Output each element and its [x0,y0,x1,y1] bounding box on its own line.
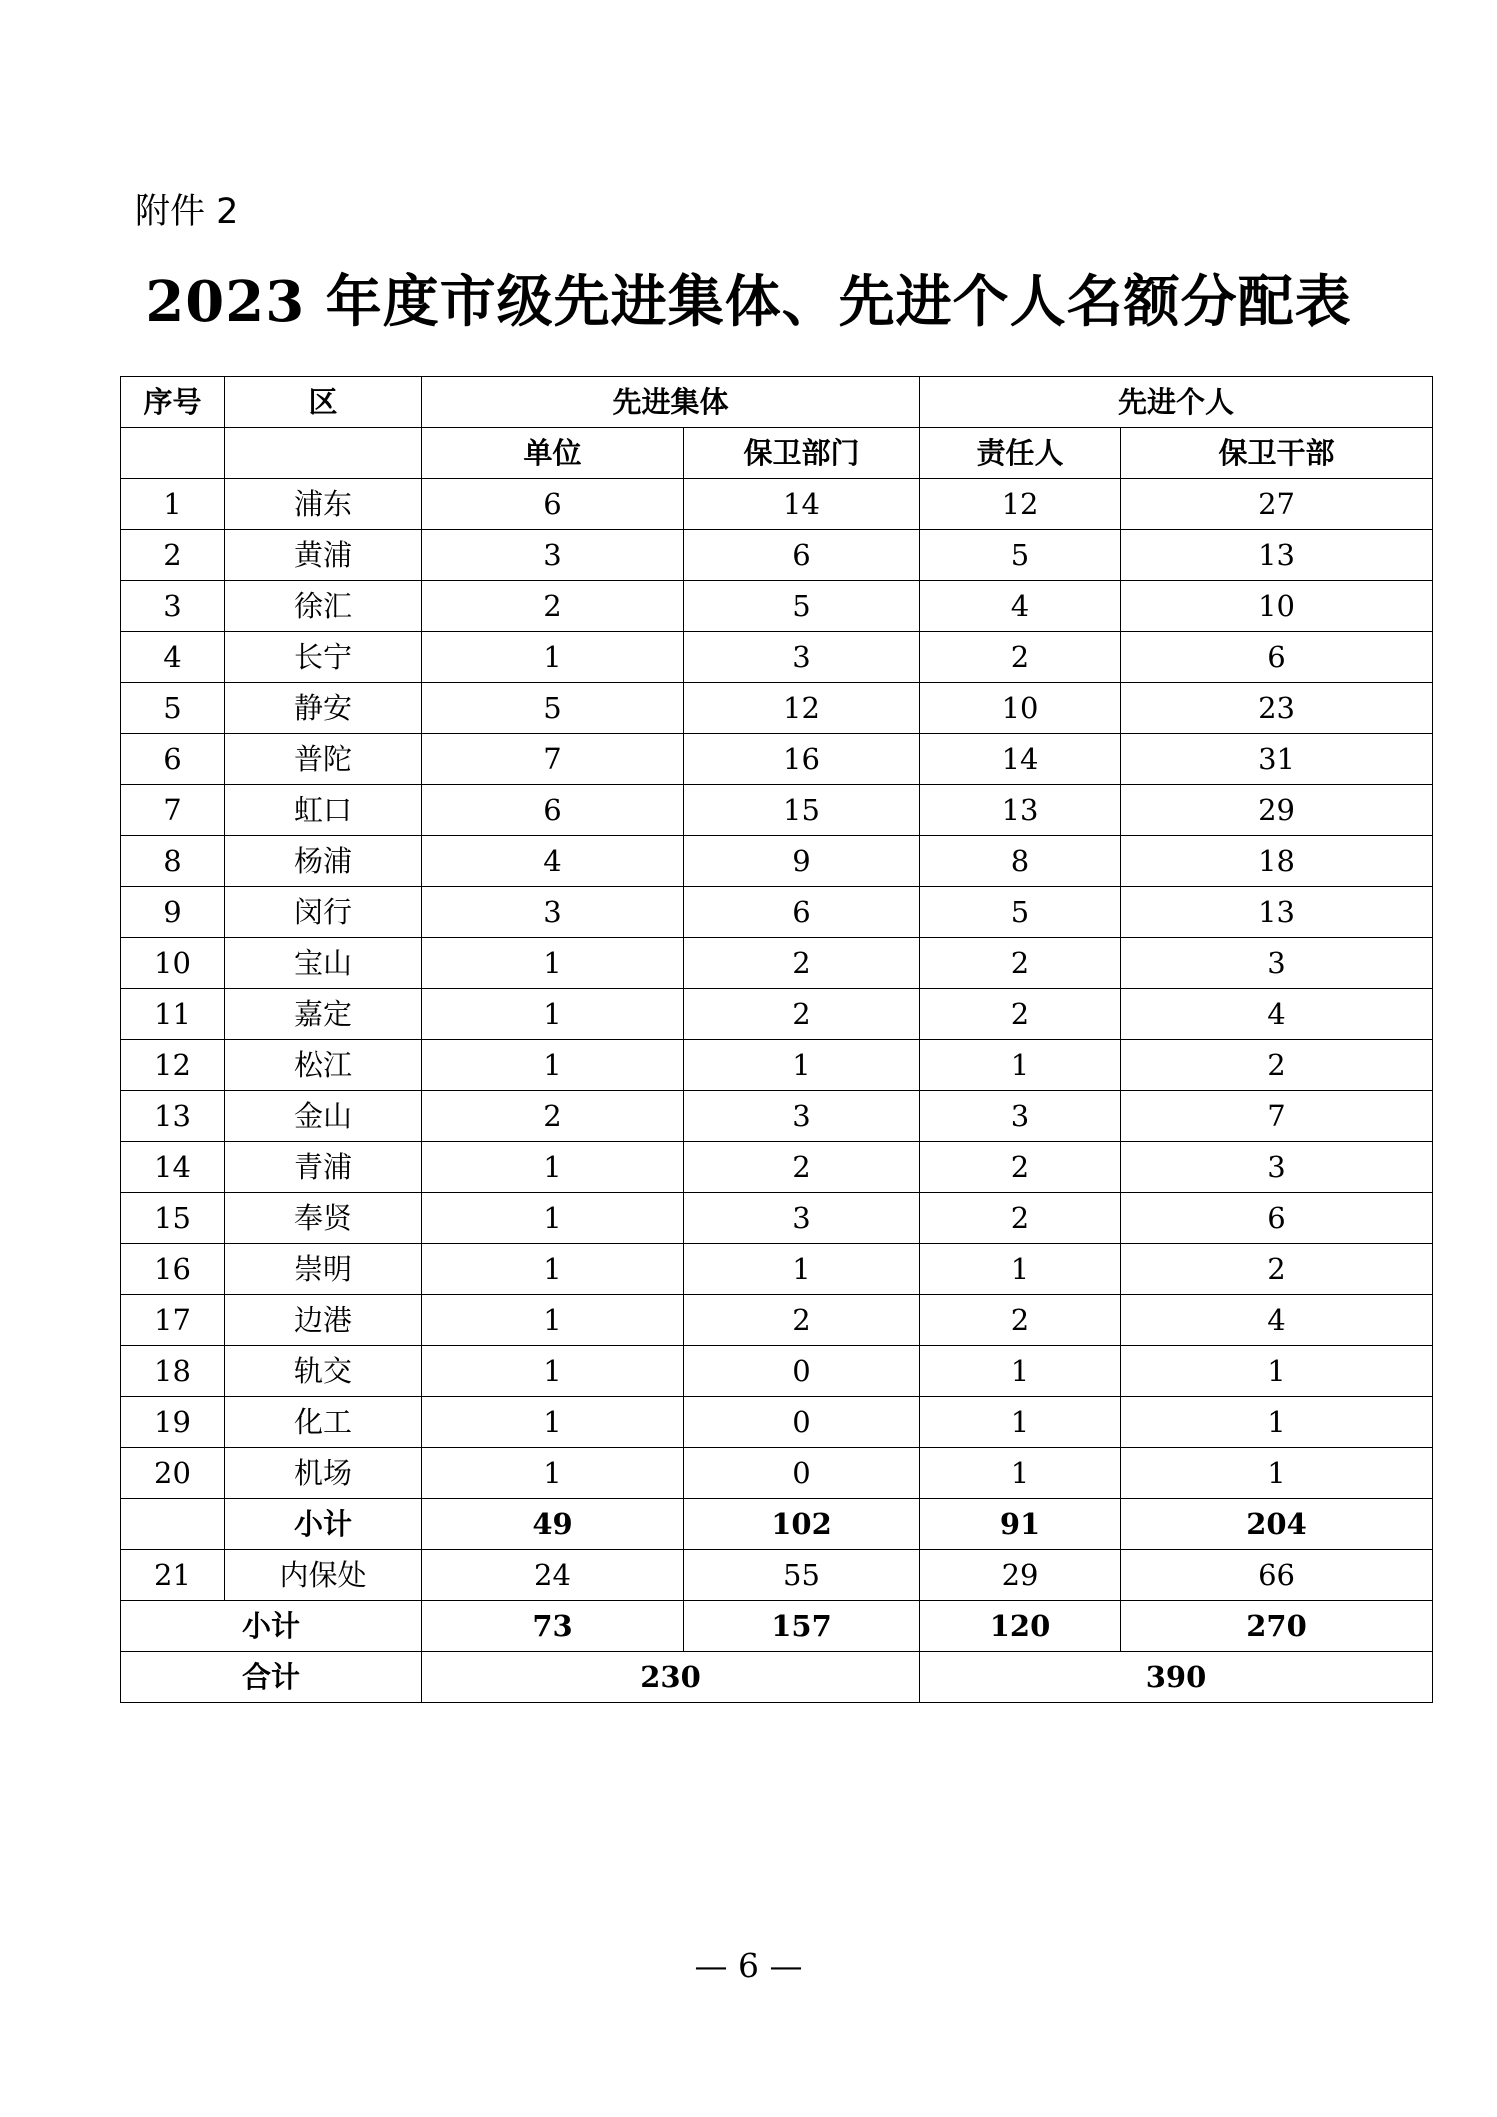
cell-responsible-person: 5 [920,530,1121,581]
cell-index: 8 [121,836,225,887]
cell-unit: 2 [422,581,684,632]
cell-security-dept: 1 [684,1244,920,1295]
cell-security-dept: 15 [684,785,920,836]
cell-index: 18 [121,1346,225,1397]
cell-index: 7 [121,785,225,836]
table-row [121,581,1433,632]
cell-security-dept: 157 [684,1601,920,1652]
cell-district: 崇明 [225,1244,422,1295]
table-row [121,1448,1433,1499]
cell-unit: 1 [422,1295,684,1346]
cell-index: 21 [121,1550,225,1601]
table-row [121,1346,1433,1397]
table-row [121,887,1433,938]
cell-security-dept: 5 [684,581,920,632]
cell-security-cadre: 270 [1121,1601,1433,1652]
cell-empty [121,1499,225,1550]
table-row [121,785,1433,836]
cell-security-cadre: 3 [1121,938,1433,989]
cell-district: 机场 [225,1448,422,1499]
cell-index: 17 [121,1295,225,1346]
attachment-label: 附件 2 [135,192,239,232]
cell-district: 虹口 [225,785,422,836]
header-security-dept: 保卫部门 [684,428,920,479]
cell-index: 1 [121,479,225,530]
cell-unit: 1 [422,1397,684,1448]
cell-index: 5 [121,683,225,734]
cell-unit: 1 [422,1346,684,1397]
cell-unit: 2 [422,1091,684,1142]
cell-responsible-person: 13 [920,785,1121,836]
cell-district: 金山 [225,1091,422,1142]
cell-security-dept: 14 [684,479,920,530]
header-group-individual: 先进个人 [920,377,1433,428]
table-row [121,632,1433,683]
cell-unit: 49 [422,1499,684,1550]
cell-security-cadre: 2 [1121,1040,1433,1091]
cell-responsible-person: 2 [920,1295,1121,1346]
cell-district: 宝山 [225,938,422,989]
header-group-collective: 先进集体 [422,377,920,428]
cell-responsible-person: 1 [920,1448,1121,1499]
cell-index: 14 [121,1142,225,1193]
total-label: 合计 [121,1652,422,1703]
table-row [121,1040,1433,1091]
cell-security-dept: 2 [684,1142,920,1193]
cell-index: 11 [121,989,225,1040]
total-row [121,1652,1433,1703]
cell-district: 徐汇 [225,581,422,632]
cell-security-dept: 2 [684,1295,920,1346]
cell-responsible-person: 1 [920,1040,1121,1091]
cell-security-dept: 0 [684,1346,920,1397]
cell-responsible-person: 2 [920,938,1121,989]
quota-allocation-table [120,376,1433,1703]
cell-unit: 4 [422,836,684,887]
cell-security-dept: 2 [684,938,920,989]
cell-responsible-person: 91 [920,1499,1121,1550]
subtotal-label: 小计 [121,1601,422,1652]
cell-district: 黄浦 [225,530,422,581]
header-unit: 单位 [422,428,684,479]
document-title: 2023 年度市级先进集体、先进个人名额分配表 [145,269,1352,335]
header-index: 序号 [121,377,225,428]
cell-security-cadre: 7 [1121,1091,1433,1142]
cell-district: 边港 [225,1295,422,1346]
table-row [121,479,1433,530]
header-empty-cell [225,428,422,479]
cell-security-dept: 9 [684,836,920,887]
cell-responsible-person: 3 [920,1091,1121,1142]
cell-index: 20 [121,1448,225,1499]
cell-district: 普陀 [225,734,422,785]
cell-index: 6 [121,734,225,785]
cell-responsible-person: 1 [920,1346,1121,1397]
cell-index: 13 [121,1091,225,1142]
cell-security-dept: 12 [684,683,920,734]
cell-unit: 73 [422,1601,684,1652]
cell-security-cadre: 204 [1121,1499,1433,1550]
cell-security-cadre: 29 [1121,785,1433,836]
cell-responsible-person: 29 [920,1550,1121,1601]
cell-security-cadre: 3 [1121,1142,1433,1193]
cell-responsible-person: 1 [920,1244,1121,1295]
cell-security-cadre: 6 [1121,1193,1433,1244]
cell-security-dept: 102 [684,1499,920,1550]
cell-index: 19 [121,1397,225,1448]
cell-responsible-person: 10 [920,683,1121,734]
cell-security-dept: 0 [684,1397,920,1448]
cell-security-cadre: 27 [1121,479,1433,530]
cell-unit: 24 [422,1550,684,1601]
cell-responsible-person: 2 [920,1193,1121,1244]
table-row [121,1091,1433,1142]
cell-unit: 6 [422,785,684,836]
cell-unit: 1 [422,1142,684,1193]
table-row [121,683,1433,734]
cell-district: 浦东 [225,479,422,530]
cell-security-cadre: 2 [1121,1244,1433,1295]
cell-index: 16 [121,1244,225,1295]
cell-security-dept: 1 [684,1040,920,1091]
cell-index: 15 [121,1193,225,1244]
cell-district: 轨交 [225,1346,422,1397]
table-row [121,530,1433,581]
cell-index: 4 [121,632,225,683]
cell-security-cadre: 66 [1121,1550,1433,1601]
cell-index: 10 [121,938,225,989]
district-subtotal-row [121,1499,1433,1550]
table-row [121,1193,1433,1244]
cell-security-dept: 0 [684,1448,920,1499]
cell-unit: 7 [422,734,684,785]
cell-district: 青浦 [225,1142,422,1193]
cell-security-dept: 6 [684,530,920,581]
header-empty-cell [121,428,225,479]
cell-unit: 3 [422,530,684,581]
cell-security-cadre: 10 [1121,581,1433,632]
cell-responsible-person: 8 [920,836,1121,887]
cell-district: 内保处 [225,1550,422,1601]
cell-unit: 1 [422,989,684,1040]
cell-security-cadre: 31 [1121,734,1433,785]
cell-security-cadre: 1 [1121,1346,1433,1397]
cell-index: 12 [121,1040,225,1091]
cell-responsible-person: 2 [920,632,1121,683]
cell-unit: 5 [422,683,684,734]
cell-security-cadre: 6 [1121,632,1433,683]
cell-security-dept: 16 [684,734,920,785]
cell-district: 杨浦 [225,836,422,887]
header-row-1 [121,377,1433,428]
cell-unit: 1 [422,938,684,989]
cell-security-dept: 6 [684,887,920,938]
cell-district: 松江 [225,1040,422,1091]
cell-unit: 1 [422,1193,684,1244]
cell-security-cadre: 4 [1121,989,1433,1040]
header-responsible-person: 责任人 [920,428,1121,479]
cell-security-cadre: 13 [1121,530,1433,581]
table-row [121,1244,1433,1295]
cell-security-cadre: 13 [1121,887,1433,938]
cell-unit: 1 [422,1244,684,1295]
cell-security-cadre: 1 [1121,1448,1433,1499]
table-row [121,734,1433,785]
cell-district: 闵行 [225,887,422,938]
cell-index: 9 [121,887,225,938]
cell-security-cadre: 23 [1121,683,1433,734]
cell-unit: 6 [422,479,684,530]
cell-security-dept: 55 [684,1550,920,1601]
cell-security-cadre: 4 [1121,1295,1433,1346]
cell-unit: 1 [422,1448,684,1499]
cell-security-dept: 3 [684,632,920,683]
header-row-2 [121,428,1433,479]
table-row [121,989,1433,1040]
cell-security-cadre: 1 [1121,1397,1433,1448]
cell-security-dept: 2 [684,989,920,1040]
cell-responsible-person: 2 [920,989,1121,1040]
cell-responsible-person: 14 [920,734,1121,785]
cell-responsible-person: 2 [920,1142,1121,1193]
cell-security-dept: 3 [684,1193,920,1244]
cell-responsible-person: 4 [920,581,1121,632]
subtotal-row [121,1601,1433,1652]
cell-district: 化工 [225,1397,422,1448]
cell-security-dept: 3 [684,1091,920,1142]
cell-unit: 1 [422,1040,684,1091]
cell-responsible-person: 5 [920,887,1121,938]
cell-responsible-person: 12 [920,479,1121,530]
total-individual: 390 [920,1652,1433,1703]
cell-district: 长宁 [225,632,422,683]
header-district: 区 [225,377,422,428]
header-security-cadre: 保卫干部 [1121,428,1433,479]
cell-index: 2 [121,530,225,581]
table-row [121,938,1433,989]
cell-index: 3 [121,581,225,632]
table-row [121,1397,1433,1448]
internal-security-row [121,1550,1433,1601]
cell-district: 静安 [225,683,422,734]
cell-unit: 3 [422,887,684,938]
cell-responsible-person: 1 [920,1397,1121,1448]
table-row [121,836,1433,887]
page-number: — 6 — [694,1946,803,1985]
table-row [121,1142,1433,1193]
cell-district: 奉贤 [225,1193,422,1244]
cell-security-cadre: 18 [1121,836,1433,887]
district-subtotal-label: 小计 [225,1499,422,1550]
cell-responsible-person: 120 [920,1601,1121,1652]
cell-unit: 1 [422,632,684,683]
table-row [121,1295,1433,1346]
cell-district: 嘉定 [225,989,422,1040]
total-collective: 230 [422,1652,920,1703]
